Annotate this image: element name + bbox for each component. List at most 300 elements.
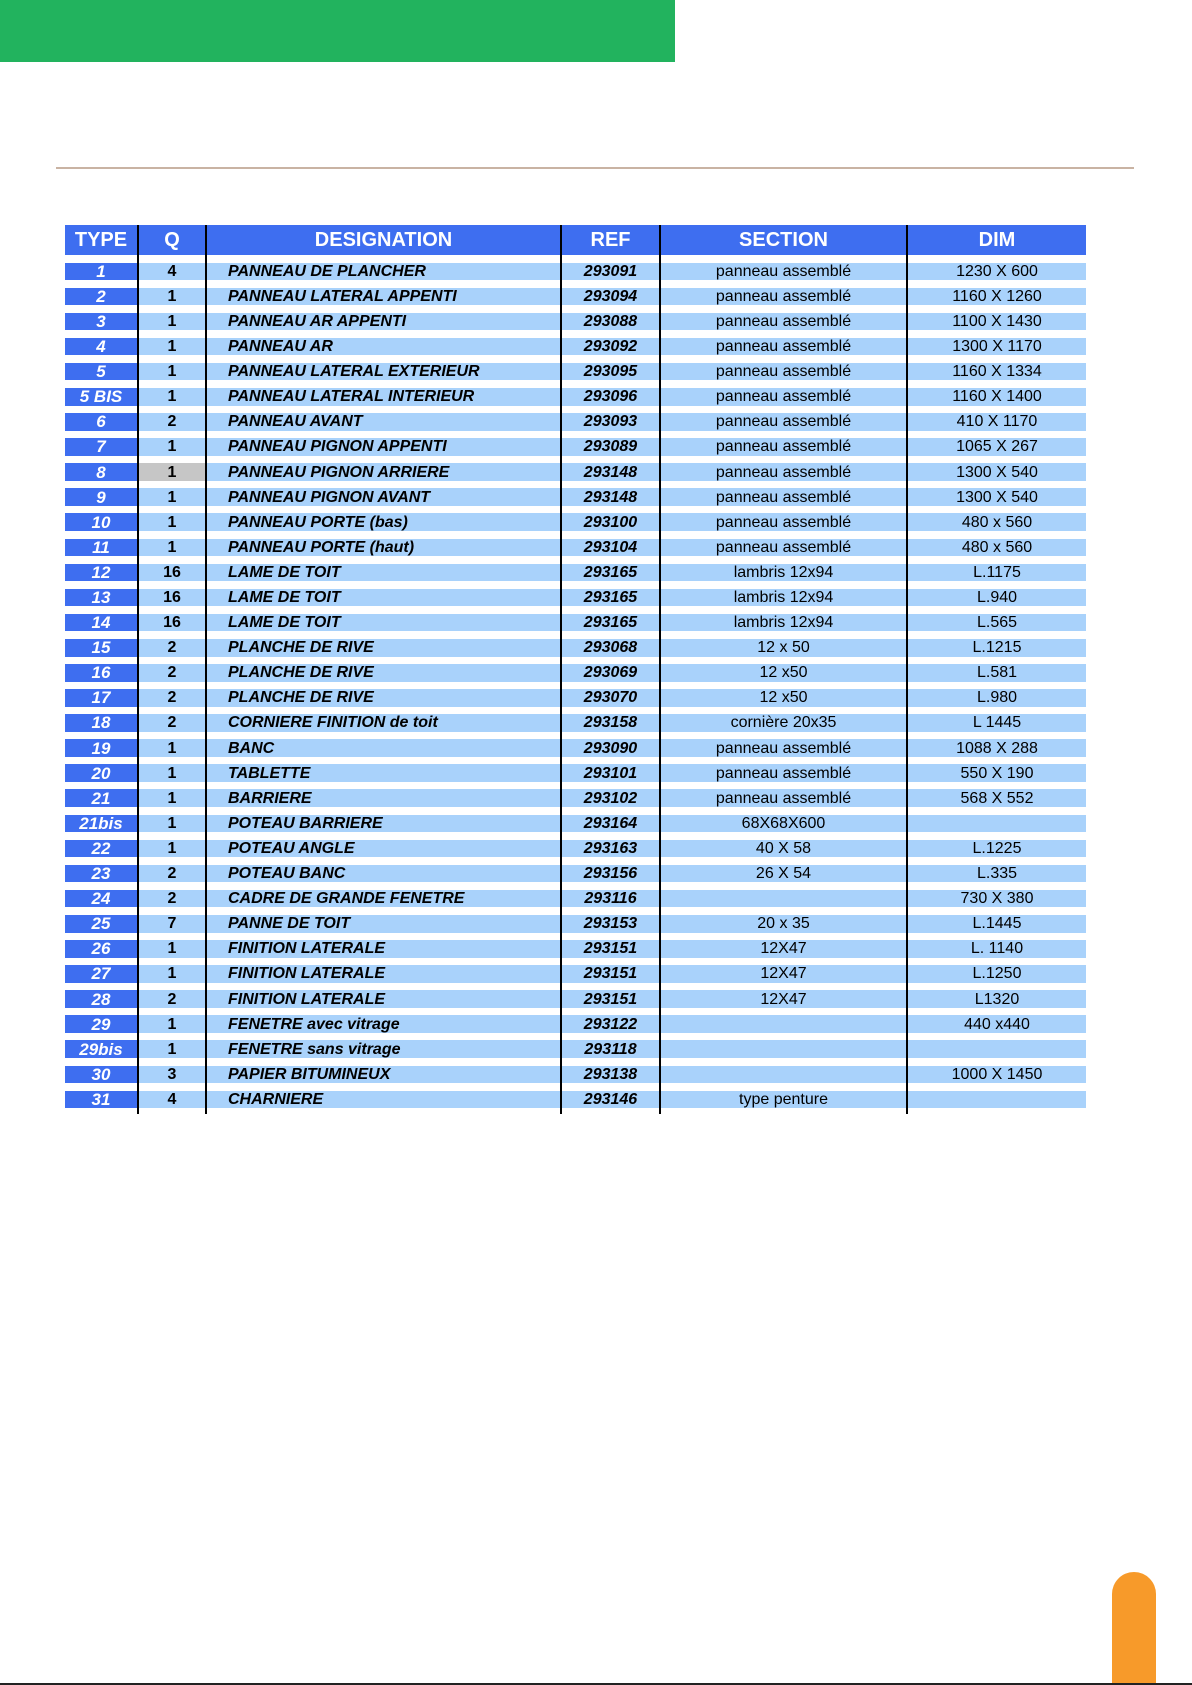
spacer-cell xyxy=(206,1058,561,1066)
cell-ref: 293153 xyxy=(561,915,660,933)
row-spacer xyxy=(65,907,1086,915)
cell-dim: 1088 X 288 xyxy=(907,739,1086,757)
spacer-cell xyxy=(561,581,660,589)
spacer-cell xyxy=(206,506,561,514)
spacer-cell xyxy=(138,556,206,564)
cell-ref: 293069 xyxy=(561,664,660,682)
cell-ref: 293094 xyxy=(561,288,660,306)
cell-quantity: 1 xyxy=(138,388,206,406)
spacer-cell xyxy=(206,456,561,464)
table-row xyxy=(65,539,1086,557)
table-row xyxy=(65,689,1086,707)
cell-type: 25 xyxy=(65,915,138,933)
cell-type: 5 BIS xyxy=(65,388,138,406)
spacer-cell xyxy=(206,983,561,991)
spacer-cell xyxy=(907,556,1086,564)
cell-designation: PANNEAU LATERAL INTERIEUR xyxy=(206,388,561,406)
cell-quantity: 16 xyxy=(138,589,206,607)
cell-quantity: 1 xyxy=(138,1040,206,1058)
spacer-cell xyxy=(561,933,660,941)
spacer-cell xyxy=(907,631,1086,639)
table-row xyxy=(65,664,1086,682)
cell-dim: 1300 X 540 xyxy=(907,488,1086,506)
cell-section: lambris 12x94 xyxy=(660,564,907,582)
cell-section: panneau assemblé xyxy=(660,539,907,557)
row-spacer xyxy=(65,305,1086,313)
spacer-cell xyxy=(206,581,561,589)
spacer-cell xyxy=(561,832,660,840)
spacer-cell xyxy=(907,506,1086,514)
cell-designation: LAME DE TOIT xyxy=(206,614,561,632)
cell-dim: 1160 X 1400 xyxy=(907,388,1086,406)
spacer-cell xyxy=(65,531,138,539)
spacer-cell xyxy=(138,631,206,639)
spacer-cell xyxy=(907,280,1086,288)
spacer-cell xyxy=(138,456,206,464)
spacer-cell xyxy=(206,682,561,690)
spacer-cell xyxy=(561,506,660,514)
cell-designation: POTEAU BANC xyxy=(206,865,561,883)
cell-section: panneau assemblé xyxy=(660,363,907,381)
spacer-cell xyxy=(138,431,206,439)
spacer-cell xyxy=(907,431,1086,439)
spacer-cell xyxy=(138,983,206,991)
spacer-cell xyxy=(206,857,561,865)
spacer-cell xyxy=(907,456,1086,464)
cell-quantity: 1 xyxy=(138,764,206,782)
cell-dim: 1000 X 1450 xyxy=(907,1066,1086,1084)
spacer-cell xyxy=(561,280,660,288)
column-header-section: SECTION xyxy=(660,225,907,255)
cell-ref: 293090 xyxy=(561,739,660,757)
cell-designation: BARRIERE xyxy=(206,789,561,807)
spacer-cell xyxy=(907,255,1086,263)
spacer-cell xyxy=(65,406,138,414)
spacer-cell xyxy=(206,832,561,840)
spacer-cell xyxy=(138,707,206,715)
row-spacer xyxy=(65,531,1086,539)
spacer-cell xyxy=(206,707,561,715)
cell-designation: LAME DE TOIT xyxy=(206,589,561,607)
cell-section: 12 x 50 xyxy=(660,639,907,657)
column-header-type: TYPE xyxy=(65,225,138,255)
spacer-cell xyxy=(65,933,138,941)
spacer-cell xyxy=(65,707,138,715)
spacer-cell xyxy=(65,556,138,564)
table-row xyxy=(65,1015,1086,1033)
cell-designation: BANC xyxy=(206,739,561,757)
table-row xyxy=(65,915,1086,933)
spacer-cell xyxy=(138,305,206,313)
spacer-cell xyxy=(561,631,660,639)
spacer-cell xyxy=(561,1083,660,1091)
cell-dim: L1320 xyxy=(907,990,1086,1008)
spacer-cell xyxy=(138,581,206,589)
cell-dim: 440 x440 xyxy=(907,1015,1086,1033)
spacer-cell xyxy=(65,857,138,865)
spacer-cell xyxy=(907,732,1086,740)
spacer-cell xyxy=(206,882,561,890)
cell-quantity: 2 xyxy=(138,990,206,1008)
spacer-cell xyxy=(660,857,907,865)
cell-dim: L.1215 xyxy=(907,639,1086,657)
spacer-cell xyxy=(660,807,907,815)
cell-quantity: 2 xyxy=(138,413,206,431)
column-header-ref: REF xyxy=(561,225,660,255)
cell-quantity: 4 xyxy=(138,1091,206,1109)
spacer-cell xyxy=(907,707,1086,715)
spacer-cell xyxy=(660,431,907,439)
cell-ref: 293165 xyxy=(561,589,660,607)
table-row xyxy=(65,288,1086,306)
spacer-cell xyxy=(206,556,561,564)
cell-designation: PANNEAU AVANT xyxy=(206,413,561,431)
cell-dim: L.565 xyxy=(907,614,1086,632)
spacer-cell xyxy=(138,380,206,388)
spacer-cell xyxy=(138,355,206,363)
cell-designation: FINITION LATERALE xyxy=(206,990,561,1008)
cell-section: panneau assemblé xyxy=(660,789,907,807)
spacer-cell xyxy=(660,330,907,338)
spacer-cell xyxy=(561,757,660,765)
spacer-cell xyxy=(907,857,1086,865)
row-spacer xyxy=(65,280,1086,288)
cell-section: 12X47 xyxy=(660,990,907,1008)
spacer-cell xyxy=(907,606,1086,614)
spacer-cell xyxy=(561,1008,660,1016)
spacer-cell xyxy=(561,682,660,690)
spacer-cell xyxy=(561,807,660,815)
cell-type: 4 xyxy=(65,338,138,356)
cell-dim: L.940 xyxy=(907,589,1086,607)
spacer-cell xyxy=(561,406,660,414)
table-row xyxy=(65,388,1086,406)
cell-section: 12 x50 xyxy=(660,664,907,682)
cell-dim: 568 X 552 xyxy=(907,789,1086,807)
cell-section: panneau assemblé xyxy=(660,413,907,431)
spacer-cell xyxy=(660,958,907,966)
cell-type: 28 xyxy=(65,990,138,1008)
cell-quantity: 1 xyxy=(138,840,206,858)
cell-section: panneau assemblé xyxy=(660,338,907,356)
cell-type: 31 xyxy=(65,1091,138,1109)
cell-dim: 410 X 1170 xyxy=(907,413,1086,431)
cell-section: panneau assemblé xyxy=(660,388,907,406)
row-spacer xyxy=(65,657,1086,665)
spacer-cell xyxy=(206,807,561,815)
spacer-cell xyxy=(660,581,907,589)
row-spacer xyxy=(65,556,1086,564)
spacer-cell xyxy=(138,1108,206,1114)
cell-designation: PANNE DE TOIT xyxy=(206,915,561,933)
cell-dim: 550 X 190 xyxy=(907,764,1086,782)
spacer-cell xyxy=(660,1058,907,1066)
cell-dim: 1160 X 1260 xyxy=(907,288,1086,306)
cell-section: lambris 12x94 xyxy=(660,614,907,632)
cell-quantity: 1 xyxy=(138,815,206,833)
cell-quantity: 1 xyxy=(138,363,206,381)
cell-quantity: 2 xyxy=(138,664,206,682)
row-spacer xyxy=(65,732,1086,740)
spacer-cell xyxy=(65,380,138,388)
cell-type: 11 xyxy=(65,539,138,557)
page-tab xyxy=(1112,1572,1156,1685)
table-row xyxy=(65,940,1086,958)
cell-ref: 293091 xyxy=(561,263,660,281)
cell-designation: FENETRE sans vitrage xyxy=(206,1040,561,1058)
cell-designation: PANNEAU AR APPENTI xyxy=(206,313,561,331)
cell-quantity: 1 xyxy=(138,965,206,983)
cell-type: 3 xyxy=(65,313,138,331)
cell-ref: 293148 xyxy=(561,463,660,481)
table-row xyxy=(65,639,1086,657)
spacer-cell xyxy=(65,506,138,514)
spacer-cell xyxy=(206,657,561,665)
cell-quantity: 2 xyxy=(138,639,206,657)
table-row xyxy=(65,990,1086,1008)
spacer-cell xyxy=(206,481,561,489)
cell-ref: 293163 xyxy=(561,840,660,858)
spacer-cell xyxy=(65,330,138,338)
row-spacer xyxy=(65,1083,1086,1091)
spacer-cell xyxy=(65,1108,138,1114)
cell-designation: PAPIER BITUMINEUX xyxy=(206,1066,561,1084)
cell-ref: 293151 xyxy=(561,965,660,983)
cell-type: 8 xyxy=(65,463,138,481)
cell-designation: FINITION LATERALE xyxy=(206,965,561,983)
cell-type: 18 xyxy=(65,714,138,732)
cell-designation: PANNEAU PORTE (haut) xyxy=(206,539,561,557)
table-row xyxy=(65,865,1086,883)
cell-section: panneau assemblé xyxy=(660,288,907,306)
spacer-cell xyxy=(907,380,1086,388)
cell-type: 21 xyxy=(65,789,138,807)
cell-section xyxy=(660,1015,907,1033)
cell-designation: PANNEAU PIGNON ARRIERE xyxy=(206,463,561,481)
spacer-cell xyxy=(65,581,138,589)
cell-ref: 293092 xyxy=(561,338,660,356)
row-spacer xyxy=(65,581,1086,589)
cell-dim: L.581 xyxy=(907,664,1086,682)
spacer-cell xyxy=(138,506,206,514)
spacer-cell xyxy=(65,958,138,966)
cell-section: 12X47 xyxy=(660,940,907,958)
spacer-cell xyxy=(138,933,206,941)
cell-designation: TABLETTE xyxy=(206,764,561,782)
spacer-cell xyxy=(561,531,660,539)
cell-dim: 1160 X 1334 xyxy=(907,363,1086,381)
cell-type: 22 xyxy=(65,840,138,858)
table-row xyxy=(65,413,1086,431)
cell-quantity: 3 xyxy=(138,1066,206,1084)
parts-table xyxy=(65,225,1086,1114)
spacer-cell xyxy=(660,305,907,313)
cell-ref: 293100 xyxy=(561,513,660,531)
spacer-cell xyxy=(561,355,660,363)
cell-ref: 293104 xyxy=(561,539,660,557)
cell-type: 23 xyxy=(65,865,138,883)
spacer-cell xyxy=(65,1058,138,1066)
spacer-cell xyxy=(65,280,138,288)
spacer-cell xyxy=(561,481,660,489)
row-spacer xyxy=(65,606,1086,614)
spacer-cell xyxy=(65,682,138,690)
table-row xyxy=(65,1091,1086,1109)
spacer-cell xyxy=(65,757,138,765)
cell-ref: 293164 xyxy=(561,815,660,833)
cell-dim: L. 1140 xyxy=(907,940,1086,958)
spacer-cell xyxy=(206,732,561,740)
spacer-cell xyxy=(561,857,660,865)
table-row xyxy=(65,438,1086,456)
cell-dim: L.1250 xyxy=(907,965,1086,983)
spacer-cell xyxy=(206,431,561,439)
cell-quantity: 1 xyxy=(138,739,206,757)
cell-ref: 293070 xyxy=(561,689,660,707)
cell-dim xyxy=(907,1091,1086,1109)
cell-quantity: 1 xyxy=(138,338,206,356)
spacer-cell xyxy=(907,305,1086,313)
cell-dim: 1065 X 267 xyxy=(907,438,1086,456)
row-spacer xyxy=(65,456,1086,464)
cell-section: panneau assemblé xyxy=(660,739,907,757)
table-row xyxy=(65,513,1086,531)
parts-table-body xyxy=(65,255,1086,1114)
spacer-cell xyxy=(138,606,206,614)
spacer-cell xyxy=(907,406,1086,414)
cell-type: 30 xyxy=(65,1066,138,1084)
spacer-cell xyxy=(561,380,660,388)
cell-ref: 293122 xyxy=(561,1015,660,1033)
cell-dim: 1300 X 540 xyxy=(907,463,1086,481)
spacer-cell xyxy=(907,933,1086,941)
spacer-cell xyxy=(206,330,561,338)
cell-dim: L.1225 xyxy=(907,840,1086,858)
cell-ref: 293165 xyxy=(561,614,660,632)
spacer-cell xyxy=(65,255,138,263)
cell-dim: L.1175 xyxy=(907,564,1086,582)
spacer-cell xyxy=(65,907,138,915)
spacer-cell xyxy=(561,606,660,614)
cell-type: 26 xyxy=(65,940,138,958)
cell-type: 7 xyxy=(65,438,138,456)
cell-section: panneau assemblé xyxy=(660,488,907,506)
spacer-cell xyxy=(65,481,138,489)
row-spacer xyxy=(65,1008,1086,1016)
cell-ref: 293151 xyxy=(561,990,660,1008)
spacer-cell xyxy=(660,355,907,363)
row-spacer xyxy=(65,857,1086,865)
row-spacer xyxy=(65,782,1086,790)
cell-designation: PANNEAU LATERAL EXTERIEUR xyxy=(206,363,561,381)
cell-type: 6 xyxy=(65,413,138,431)
spacer-cell xyxy=(561,983,660,991)
table-row xyxy=(65,589,1086,607)
spacer-cell xyxy=(907,1083,1086,1091)
cell-ref: 293165 xyxy=(561,564,660,582)
spacer-cell xyxy=(561,556,660,564)
cell-section: panneau assemblé xyxy=(660,263,907,281)
cell-quantity: 7 xyxy=(138,915,206,933)
row-spacer xyxy=(65,707,1086,715)
spacer-cell xyxy=(660,380,907,388)
spacer-cell xyxy=(907,983,1086,991)
cell-ref: 293118 xyxy=(561,1040,660,1058)
cell-ref: 293151 xyxy=(561,940,660,958)
cell-ref: 293096 xyxy=(561,388,660,406)
cell-type: 10 xyxy=(65,513,138,531)
row-spacer xyxy=(65,481,1086,489)
table-row xyxy=(65,815,1086,833)
cell-quantity: 4 xyxy=(138,263,206,281)
row-spacer xyxy=(65,832,1086,840)
spacer-cell xyxy=(138,732,206,740)
cell-section: panneau assemblé xyxy=(660,513,907,531)
spacer-cell xyxy=(907,832,1086,840)
spacer-cell xyxy=(138,907,206,915)
spacer-cell xyxy=(65,983,138,991)
spacer-cell xyxy=(138,406,206,414)
table-row xyxy=(65,614,1086,632)
spacer-cell xyxy=(907,807,1086,815)
cell-designation: FENETRE avec vitrage xyxy=(206,1015,561,1033)
spacer-cell xyxy=(660,1008,907,1016)
cell-quantity: 1 xyxy=(138,438,206,456)
cell-designation: POTEAU BARRIERE xyxy=(206,815,561,833)
column-header-dim: DIM xyxy=(907,225,1086,255)
spacer-cell xyxy=(561,255,660,263)
spacer-cell xyxy=(206,907,561,915)
cell-ref: 293068 xyxy=(561,639,660,657)
cell-quantity: 2 xyxy=(138,714,206,732)
header-divider xyxy=(56,167,1134,169)
cell-dim xyxy=(907,1040,1086,1058)
table-row xyxy=(65,338,1086,356)
column-header-q: Q xyxy=(138,225,206,255)
cell-dim: L 1445 xyxy=(907,714,1086,732)
spacer-cell xyxy=(660,1033,907,1041)
cell-type: 20 xyxy=(65,764,138,782)
spacer-cell xyxy=(138,1083,206,1091)
cell-quantity: 1 xyxy=(138,1015,206,1033)
cell-designation: PANNEAU LATERAL APPENTI xyxy=(206,288,561,306)
table-row xyxy=(65,714,1086,732)
cell-section xyxy=(660,1066,907,1084)
cell-type: 24 xyxy=(65,890,138,908)
table-row xyxy=(65,764,1086,782)
cell-designation: PLANCHE DE RIVE xyxy=(206,664,561,682)
row-spacer xyxy=(65,506,1086,514)
row-spacer xyxy=(65,933,1086,941)
spacer-cell xyxy=(206,1108,561,1114)
spacer-cell xyxy=(907,355,1086,363)
cell-section: panneau assemblé xyxy=(660,438,907,456)
cell-type: 5 xyxy=(65,363,138,381)
spacer-cell xyxy=(65,782,138,790)
spacer-cell xyxy=(907,531,1086,539)
spacer-cell xyxy=(660,406,907,414)
table-row xyxy=(65,463,1086,481)
cell-designation: PLANCHE DE RIVE xyxy=(206,689,561,707)
spacer-cell xyxy=(206,305,561,313)
row-spacer xyxy=(65,958,1086,966)
cell-section: 26 X 54 xyxy=(660,865,907,883)
spacer-cell xyxy=(65,456,138,464)
cell-quantity: 1 xyxy=(138,488,206,506)
cell-quantity: 1 xyxy=(138,789,206,807)
cell-ref: 293146 xyxy=(561,1091,660,1109)
cell-type: 12 xyxy=(65,564,138,582)
